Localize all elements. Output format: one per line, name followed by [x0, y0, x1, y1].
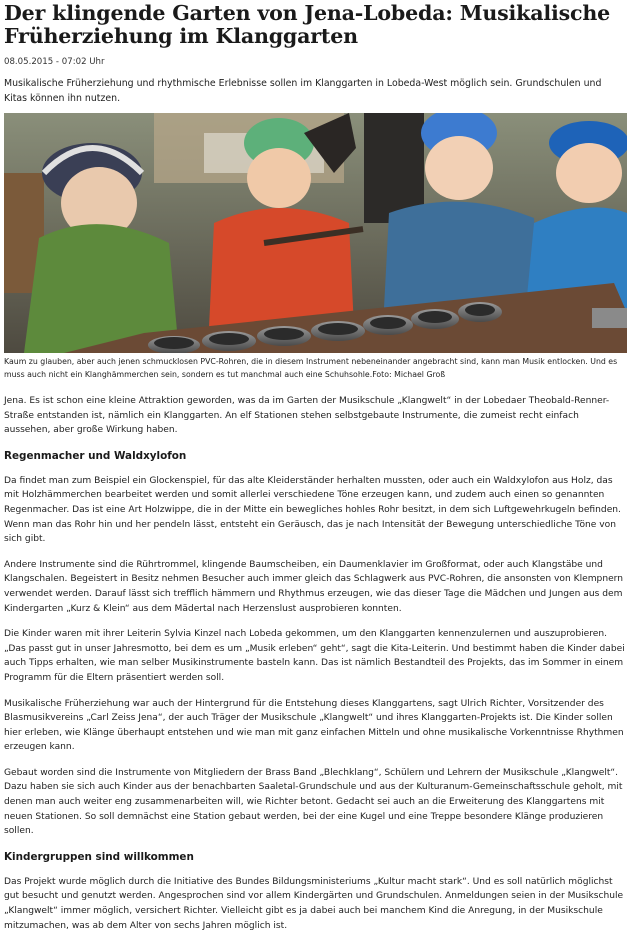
article-paragraph: Das Projekt wurde möglich durch die Initiative des Bundes Bildungsministeriums „Kultur macht stark“. Und es soll natürlich möglichst gut besucht und genutzt werden. Angesprochen sind vor allem Kindergärten und Grundschulen. Anmeldungen seien in der Musikschule „Klangwelt“ immer möglich, versichert Richter. Vielleicht gibt es ja dabei auch bei manchem Kind die Anregung, in der Musikschule mitzumachen, was ab dem Alter von sechs Jahren möglich ist.	[4, 876, 624, 931]
article-paragraph: Die Kinder waren mit ihrer Leiterin Sylvia Kinzel nach Lobeda gekommen, um den Klanggarten kennenzulernen und auszuprobieren. „Das passt gut in unser Jahresmotto, bei dem es um „Musik erleben“ geht“, sagt die Kita-Leiterin. Und bestimmt haben die Kinder dabei auch Tipps erhalten, wie man selber Musikinstrumente basteln kann. Das ist nämlich Bestandteil des Projekts, das im Sommer in einem Programm für die Eltern präsentiert werden soll.	[4, 629, 625, 683]
article-paragraph: Andere Instrumente sind die Rührtrommel, klingende Baumscheiben, ein Daumenklavier im Großformat, oder auch Klangstäbe und Klangschalen. Begeistert in Besitz nehmen Besucher auch immer gleich das Schlagwerk aus PVC-Rohren, die ansonsten von Klempnern verwendet werden. Darauf lässt sich trefflich hämmern und Rhythmus erzeugen, wie das dieser Tage die Mädchen und Jungen aus dem Kindergarten „Kurz & Klein“ aus dem Mädertal nach Herzenslust ausprobieren konnten.	[4, 559, 624, 614]
subheading: Kindergruppen sind willkommen	[4, 850, 194, 863]
article-teaser: Musikalische Früherziehung und rhythmische Erlebnisse sollen im Klanggarten in Lobeda-West möglich sein. Grundschulen und Kitas können ihn nutzen.	[4, 78, 602, 104]
article-photo[interactable]	[4, 113, 627, 353]
children-with-pipe-instrument-photo	[4, 113, 627, 353]
article	[0, 2, 631, 933]
article-paragraph: Gebaut worden sind die Instrumente von Mitgliedern der Brass Band „Blechklang“, Schülern und Lehrern der Musikschule „Klangwelt“. Dazu haben sie sich auch Kinder aus der benachbarten Saaletal-Grundschule und aus der Kulturanum-Gemeinschaftsschule geholt, mit denen man auch weiter eng zusammenarbeiten will, wie Richter betont. Gedacht sei auch an die Erweiterung des Klanggartens mit neuen Stationen. So soll demnächst eine Station gebaut werden, bei der eine Kugel und eine Treppe besondere Klänge produzieren sollen.	[4, 767, 623, 837]
article-paragraph: Jena. Es ist schon eine kleine Attraktion geworden, was da im Garten der Musikschule „Klangwelt“ in der Lobedaer Theobald-Renner-Straße entstanden ist, nämlich ein Klanggarten. An elf Stationen stehen selbstgebaute Instrumente, die zumeist recht einfach aussehen, aber große Wirkung haben.	[4, 396, 610, 436]
publish-date: 08.05.2015 - 07:02 Uhr	[4, 57, 105, 67]
subheading: Regenmacher und Waldxylofon	[4, 449, 187, 462]
photo-caption: Kaum zu glauben, aber auch jenen schmucklosen PVC-Rohren, die in diesem Instrument nebeneinander angebracht sind, kann man Musik entlocken. Und es muss auch nicht ein Klanghämmerchen sein, sondern es tut manchmal auch eine Schuhsohle.Foto: Michael Groß	[4, 357, 618, 379]
article-paragraph: Da findet man zum Beispiel ein Glockenspiel, für das alte Kleiderständer herhalten mussten, oder auch ein Waldxylofon aus Holz, das mit Holzhämmerchen bearbeitet werden und somit allerlei verschiedene Töne erzeugen kann, und zudem auch einen so genannten Regenmacher. Das ist eine Art Holzwippe, die in der Mitte ein bewegliches hohles Rohr besitzt, in dem sich Luftgewehrkugeln befinden. Wenn man das Rohr hin und her pendeln lässt, entsteht ein Geräusch, das je nach Intensität der Bewegung unterschiedliche Töne von sich gibt.	[4, 475, 621, 545]
article-title: Der klingende Garten von Jena-Lobeda: Musikalische Früherziehung im Klanggarten	[4, 1, 610, 48]
article-paragraph: Musikalische Früherziehung war auch der Hintergrund für die Entstehung dieses Klanggartens, sagt Ulrich Richter, Vorsitzender des Blasmusikvereins „Carl Zeiss Jena“, der auch Träger der Musikschule „Klangwelt“ und ihres Klanggarten-Projekts ist. Die Kinder sollen hier erleben, wie Klänge überhaupt entstehen und wie man mit ganz einfachen Mitteln und ohne musikalische Vorkenntnisse Rhythmen erzeugen kann.	[4, 698, 624, 753]
